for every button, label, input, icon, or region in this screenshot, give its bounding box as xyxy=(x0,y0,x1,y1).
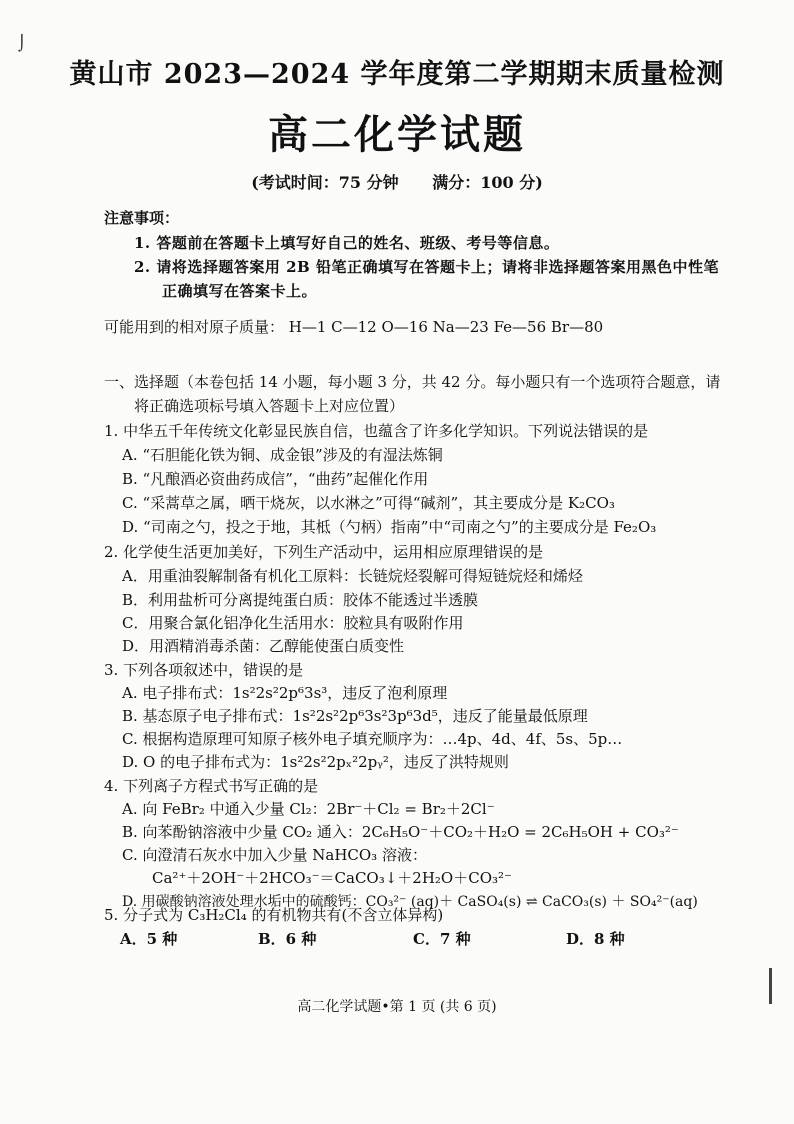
question-3-option-a: A. 电子排布式：1s²2s²2p⁶3s³，违反了泡利原理 xyxy=(122,684,448,702)
question-5-stem: 5. 分子式为 C₃H₂Cl₄ 的有机物共有(不含立体异构) xyxy=(104,906,444,924)
subject-title: 高二化学试题 xyxy=(268,111,526,158)
scan-mark: ⌡ xyxy=(18,34,26,52)
notice-item-2-cont: 正确填写在答案卡上。 xyxy=(162,282,318,300)
section-line-2: 将正确选项标号填入答题卡上对应位置） xyxy=(134,397,405,415)
exam-header-title: 黄山市 2023—2024 学年度第二学期期末质量检测 xyxy=(69,59,725,90)
question-4-option-b: B. 向苯酚钠溶液中少量 CO₂ 通入：2C₆H₅O⁻＋CO₂＋H₂O = 2C₆H₅OH + CO₃²⁻ xyxy=(122,823,679,841)
question-5-option-b: B．6 种 xyxy=(258,930,317,948)
question-4-option-c-equation: Ca²⁺＋2OH⁻＋2HCO₃⁻＝CaCO₃↓＋2H₂O＋CO₃²⁻ xyxy=(152,869,512,887)
section-heading xyxy=(104,370,744,418)
question-4-stem: 4. 下列离子方程式书写正确的是 xyxy=(104,777,319,795)
question-2-option-b: B．利用盐析可分离提纯蛋白质：胶体不能透过半透膜 xyxy=(122,591,479,609)
question-3-option-d: D. O 的电子排布式为：1s²2s²2pₓ²2pᵧ²，违反了洪特规则 xyxy=(122,753,509,771)
question-1-option-c: C. “采蒿草之属，晒干烧灰，以水淋之”可得“碱剂”，其主要成分是 K₂CO₃ xyxy=(122,494,615,512)
notice-item-1: 1. 答题前在答题卡上填写好自己的姓名、班级、考号等信息。 xyxy=(134,234,560,252)
question-5-option-d: D．8 种 xyxy=(566,930,625,948)
notice-heading: 注意事项： xyxy=(104,209,180,227)
question-1-option-a: A. “石胆能化铁为铜、成金银”涉及的有湿法炼铜 xyxy=(122,446,443,464)
question-3-stem: 3. 下列各项叙述中，错误的是 xyxy=(104,661,304,679)
question-1-stem: 1. 中华五千年传统文化彰显民族自信，也蕴含了许多化学知识。下列说法错误的是 xyxy=(104,422,649,440)
question-2-option-c: C．用聚合氯化铝净化生活用水：胶粒具有吸附作用 xyxy=(122,614,464,632)
exam-info xyxy=(0,170,794,193)
question-3-option-c: C. 根据构造原理可知原子核外电子填充顺序为：…4p、4d、4f、5s、5p… xyxy=(122,730,623,748)
exam-time: (考试时间：75 分钟 xyxy=(251,173,399,192)
question-4-option-c: C. 向澄清石灰水中加入少量 NaHCO₃ 溶液： xyxy=(122,846,427,864)
notice-item-2: 2. 请将选择题答案用 2B 铅笔正确填写在答题卡上；请将非选择题答案用黑色中性笔 xyxy=(134,258,719,276)
question-5-option-c: C．7 种 xyxy=(413,930,471,948)
question-5-option-a: A．5 种 xyxy=(120,930,178,948)
question-4-option-a: A. 向 FeBr₂ 中通入少量 Cl₂：2Br⁻＋Cl₂ = Br₂＋2Cl⁻ xyxy=(122,800,495,818)
question-1-option-d: D. “司南之勺，投之于地，其柢（勺柄）指南”中“司南之勺”的主要成分是 Fe₂O₃ xyxy=(122,518,657,536)
question-1-option-b: B. “凡酿酒必资曲药成信”，“曲药”起催化作用 xyxy=(122,470,429,488)
question-2-stem: 2. 化学使生活更加美好，下列生产活动中，运用相应原理错误的是 xyxy=(104,543,544,561)
question-2-option-a: A．用重油裂解制备有机化工原料：长链烷烃裂解可得短链烷烃和烯烃 xyxy=(122,567,583,585)
section-line-1: 一、选择题（本卷包括 14 小题，每小题 3 分，共 42 分。每小题只有一个选项符合题意，请 xyxy=(104,373,721,391)
exam-score: 满分：100 分) xyxy=(432,173,543,192)
question-4-option-d: D. 用碳酸钠溶液处理水垢中的硫酸钙：CO₃²⁻ (aq)＋ CaSO₄(s) ⇌ CaCO₃(s) ＋ SO₄²⁻(aq) xyxy=(122,894,698,910)
question-2-option-d: D．用酒精消毒杀菌：乙醇能使蛋白质变性 xyxy=(122,637,405,655)
atomic-masses: 可能用到的相对原子质量： H—1 C—12 O—16 Na—23 Fe—56 Br—80 xyxy=(104,318,604,336)
page-footer: 高二化学试题•第 1 页 (共 6 页) xyxy=(297,999,497,1015)
question-3-option-b: B. 基态原子电子排布式：1s²2s²2p⁶3s²3p⁶3d⁵，违反了能量最低原理 xyxy=(122,707,588,725)
